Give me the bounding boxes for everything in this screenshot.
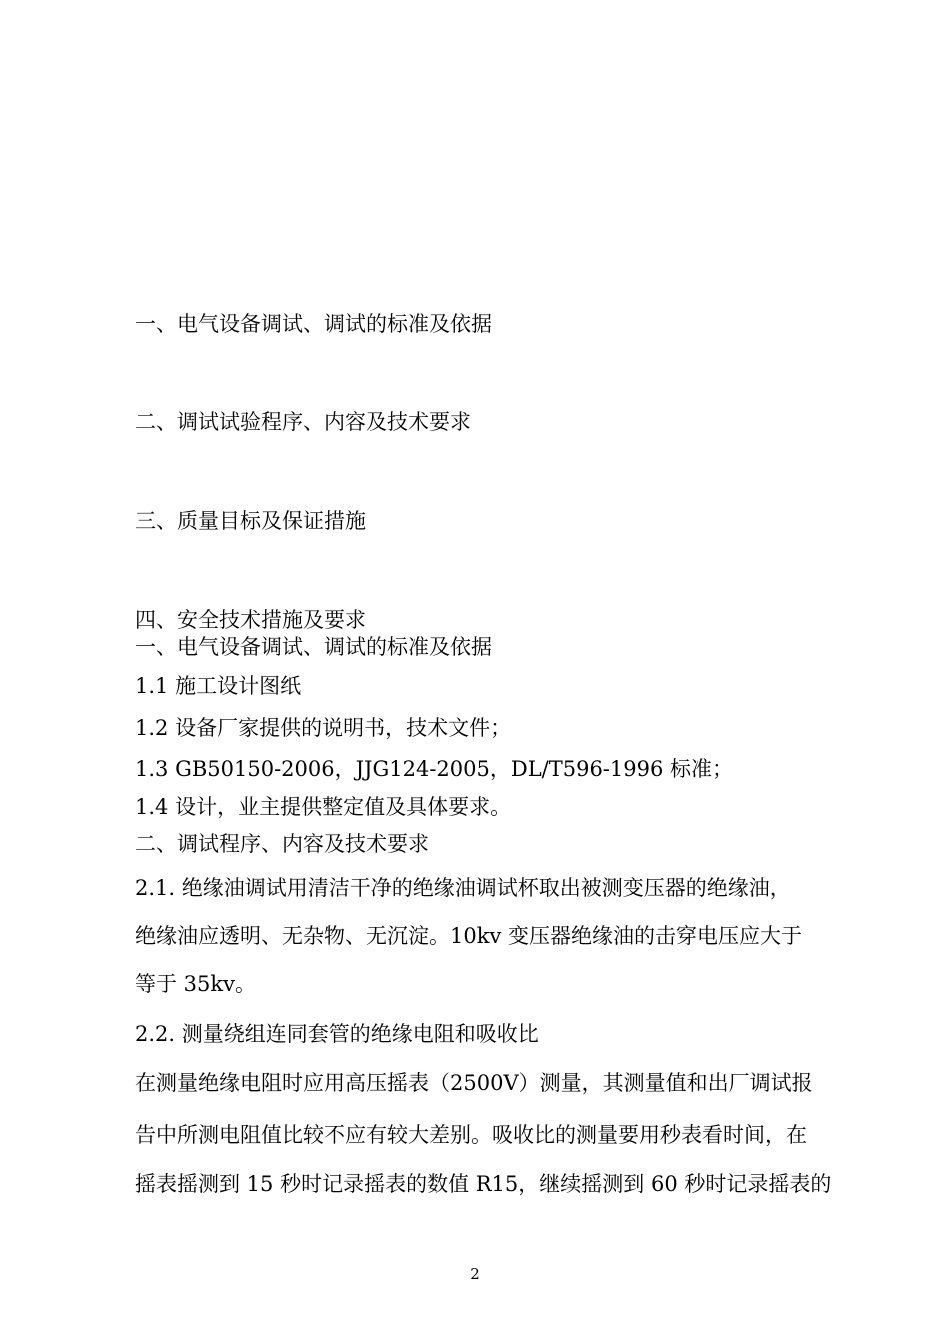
section-1-item-1-4: 1.4 设计，业主提供整定值及具体要求。 xyxy=(135,795,512,819)
section-1-item-1-2: 1.2 设备厂家提供的说明书，技术文件； xyxy=(135,716,512,740)
para-2-2-line-2: 告中所测电阻值比较不应有较大差别。吸收比的测量要用秒表看时间，在 xyxy=(135,1123,807,1147)
section-1-item-1-1: 1.1 施工设计图纸 xyxy=(135,674,302,698)
para-2-2-line-3: 摇表摇测到 15 秒时记录摇表的数值 R15，继续摇测到 60 秒时记录摇表的 xyxy=(135,1172,832,1196)
para-2-1-line-1: 2.1. 绝缘油调试用清洁干净的绝缘油调试杯取出被测变压器的绝缘油， xyxy=(135,876,791,900)
toc-item-4: 四、安全技术措施及要求 xyxy=(135,608,366,632)
section-1-item-1-3: 1.3 GB50150-2006，JJG124-2005，DL/T596-1996 标准； xyxy=(135,757,734,781)
para-2-1-line-2: 绝缘油应透明、无杂物、无沉淀。10kv 变压器绝缘油的击穿电压应大于 xyxy=(135,924,802,948)
para-2-1-line-3: 等于 35kv。 xyxy=(135,972,256,996)
section-2-heading: 二、调试程序、内容及技术要求 xyxy=(135,832,429,856)
toc-item-1: 一、电气设备调试、调试的标准及依据 xyxy=(135,312,492,336)
para-2-2-heading: 2.2. 测量绕组连同套管的绝缘电阻和吸收比 xyxy=(135,1022,539,1046)
toc-item-3: 三、质量目标及保证措施 xyxy=(135,509,366,533)
para-2-2-line-1: 在测量绝缘电阻时应用高压摇表（2500V）测量，其测量值和出厂调试报 xyxy=(135,1071,813,1095)
toc-item-2: 二、调试试验程序、内容及技术要求 xyxy=(135,410,471,434)
page-number: 2 xyxy=(470,1265,480,1283)
section-1-heading: 一、电气设备调试、调试的标准及依据 xyxy=(135,635,492,659)
